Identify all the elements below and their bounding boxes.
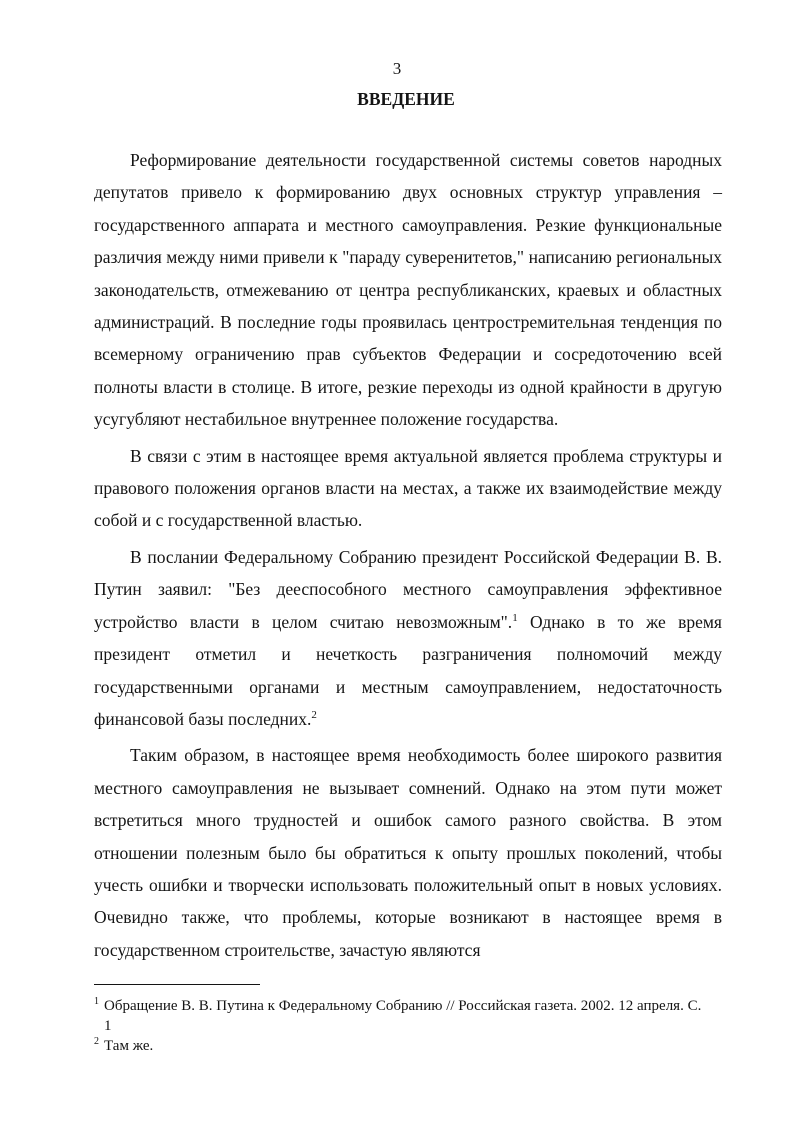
section-heading: ВВЕДЕНИЕ xyxy=(357,89,455,109)
footnote-mark-2: 2 xyxy=(94,1036,99,1047)
body-text xyxy=(94,144,722,966)
paragraph-3-continuation: Однако в то же время президент отметил и нечеткость разграничения полномочий между государственными органами и местным самоуправлением, недостаточность финансовой базы последних. xyxy=(94,611,722,729)
paragraph-4: Таким образом, в настоящее время необходимость более широкого развития местного самоуправления не вызывает сомнений. Однако на этом пути может встретиться много трудностей и ошибок самого разного свойства. В этом отношении полезным было бы обратиться к опыту прошлых поколений, чтобы учесть ошибки и творчески использовать положительный опыт в новых условиях. Очевидно также, что проблемы, которые возникают в настоящее время в государственном строительстве, зачастую являются xyxy=(94,745,722,960)
page-number: 3 xyxy=(392,59,402,78)
footnote-1-text: Обращение В. В. Путина к Федеральному Собранию // Российская газета. 2002. 12 апреля. С. 1 xyxy=(104,998,702,1034)
footnote-reference-2[interactable]: 2 xyxy=(311,709,317,722)
footnote-reference-1[interactable]: 1 xyxy=(512,611,518,624)
paragraph-3-quote: В послании Федеральному Собранию президент Российской Федерации В. В. Путин заявил: "Без дееспособного местного самоуправления эффективное устройство власти в целом считаю невозможным". xyxy=(94,546,722,632)
paragraph-1: Реформирование деятельности государственной системы советов народных депутатов привело к формированию двух основных структур управления – государственного аппарата и местного самоуправления. Резкие функциональные различия между ними привели к "параду суверенитетов," написанию региональных законодательств, отмежеванию от центра республиканских, краевых и областных администраций. В последние годы проявилась центростремительная тенденция по всемерному ограничению прав субъектов Федерации и сосредоточению всей полноты власти в столице. В итоге, резкие переходы из одной крайности в другую усугубляют нестабильное внутреннее положение государства. xyxy=(94,150,722,430)
paragraph-2: В связи с этим в настоящее время актуальной является проблема структуры и правового положения органов власти на местах, а также их взаимодействие между собой и с государственной властью. xyxy=(94,445,722,531)
footnote-separator xyxy=(94,984,260,985)
footnote-1 xyxy=(94,996,706,1036)
paragraph-3 xyxy=(94,541,722,735)
footnote-2-text: Там же. xyxy=(104,1038,154,1054)
footnotes xyxy=(94,996,706,1056)
footnote-mark-1: 1 xyxy=(94,996,99,1007)
footnote-2 xyxy=(94,1036,706,1056)
